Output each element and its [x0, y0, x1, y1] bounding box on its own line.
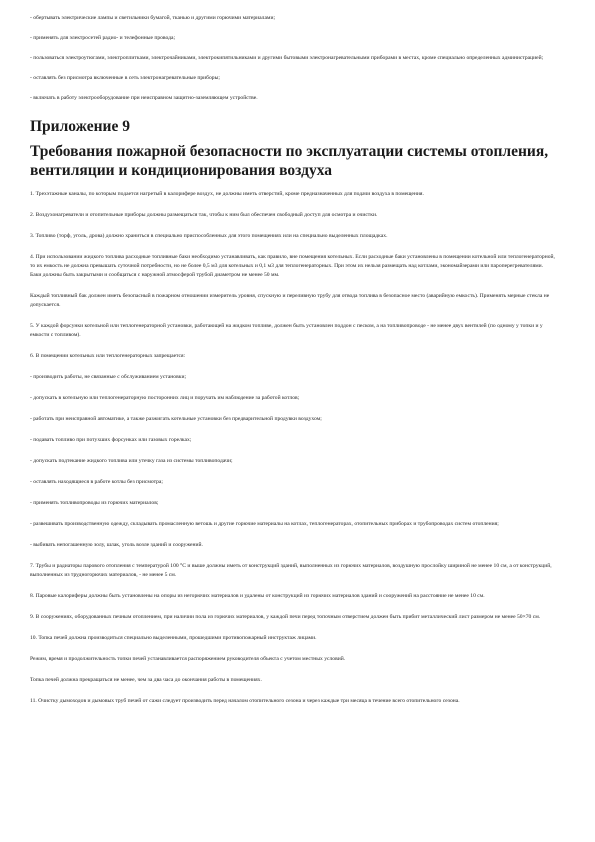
paragraph: Каждый топливный бак должен иметь безопасный в пожарном отношении измеритель уровня, спускную и переливную трубу для отвода топлива в безопасное место (аварийную емкость). Применять мерные стекла не допускается. — [30, 293, 550, 308]
paragraph: 11. Очистку дымоходов и дымовых труб печей от сажи следует производить перед началом отопительного сезона и через каждые три месяца в течение всего отопительного сезона. — [30, 698, 460, 704]
appendix-title: Приложение 9 — [30, 118, 130, 135]
list-item: - подавать топливо при потухших форсунках или газовых горелках; — [30, 437, 192, 443]
list-item: - допускать в котельную или теплогенераторную посторонних лиц и поручать им наблюдение за работой котлов; — [30, 395, 300, 401]
paragraph: 9. В сооружениях, оборудованных печным отоплением, при наличии пола из горючих материалов, у каждой печи перед топочным отверстием должен быть прибит металлический лист размером не менее 50×70 см. — [30, 614, 541, 620]
list-item: - работать при неисправной автоматике, а также разжигать котельные установки без предварительной продувки воздухом; — [30, 416, 322, 422]
list-item: - развешивать производственную одежду, складывать промасленную ветошь и другие горючие материалы на котлах, теплогенераторах, отопительных приборах и трубопроводах систем отопления; — [30, 521, 499, 527]
list-item: - пользоваться электроутюгами, электроплитками, электрочайниками, электрокипятильниками и другими бытовыми электронагревательными приборами в местах, кроме специально определенных администрацией; — [30, 55, 544, 61]
section-title: Требования пожарной безопасности по эксплуатации системы отопления, вентиляции и кондиционирования воздуха — [30, 143, 549, 179]
paragraph: 6. В помещении котельных или теплогенераторных запрещается: — [30, 353, 186, 359]
list-item: - применять для электросетей радио- и телефонные провода; — [30, 35, 176, 41]
list-item: - обертывать электрические лампы и светильники бумагой, тканью и другими горючими материалами; — [30, 15, 276, 21]
list-item: - включать в работу электрооборудование при неисправном защитно-заземляющем устройстве. — [30, 95, 258, 101]
list-item: - выбивать непогашенную золу, шлак, уголь возле зданий и сооружений. — [30, 542, 203, 548]
list-item: - допускать подтекание жидкого топлива или утечку газа из системы топливоподачи; — [30, 458, 233, 464]
paragraph: 8. Паровые калориферы должны быть установлены на опоры из негорючих материалов и удалены от конструкций из горючих материалов зданий и сооружений на расстояние не менее 10 см. — [30, 593, 485, 599]
paragraph: 2. Воздухонагреватели и отопительные приборы должны размещаться так, чтобы к ним был обеспечен свободный доступ для осмотра и очистки. — [30, 212, 378, 218]
paragraph: 4. При использовании жидкого топлива расходные топливные баки необходимо устанавливать, как правило, вне помещения котельных. Если расходные баки установлены в помещении котельной или теплогенераторной, то их емкость не должна превышать суточной потребности, но не более 0,5 м3 для котельных и 0,1 м3 для теплогенераторных. При этом их нельзя размещать над котлами, экономайзерами или пароперегревателями. Баки должны быть закрытыми и сообщаться с наружной атмосферой трубой диаметром не менее 50 мм. — [30, 254, 555, 278]
list-item: - оставлять находящиеся в работе котлы без присмотра; — [30, 479, 163, 485]
paragraph: Режим, время и продолжительность топки печей устанавливается распоряжением руководителя объекта с учетом местных условий. — [30, 656, 346, 662]
list-item: - применять топливопроводы из горючих материалов; — [30, 500, 159, 506]
paragraph: 5. У каждой форсунки котельной или теплогенераторной установки, работающей на жидком топливе, должен быть установлен поддон с песком, а на топливопроводе - не менее двух вентилей (по одному у топки и у емкости с топливом). — [30, 323, 543, 338]
paragraph: 1. Трехэтажные каналы, по которым подается нагретый в калорифере воздух, не должны иметь отверстий, кроме предназначенных для подачи воздуха в помещения. — [30, 191, 424, 197]
paragraph: 10. Топка печей должна производиться специально выделенными, прошедшими противопожарный инструктаж лицами. — [30, 635, 317, 641]
list-item: - оставлять без присмотра включенные в сеть электронагревательные приборы; — [30, 75, 220, 81]
paragraph: Топка печей должна прекращаться не менее, чем за два часа до окончания работы в помещениях. — [30, 677, 262, 683]
paragraph: 3. Топливо (торф, уголь, дрова) должно храниться в специально приспособленных для этого помещениях или на специально выделенных площадках. — [30, 233, 388, 239]
paragraph: 7. Трубы и радиаторы парового отопления с температурой 100 °С и выше должны иметь от конструкций зданий, выполненных из горючих материалов, воздушную прослойку шириной не менее 10 см, а от конструкций, выполненных из трудногорючих материалов, - не менее 5 см. — [30, 563, 552, 578]
list-item: - производить работы, не связанные с обслуживанием установки; — [30, 374, 186, 380]
